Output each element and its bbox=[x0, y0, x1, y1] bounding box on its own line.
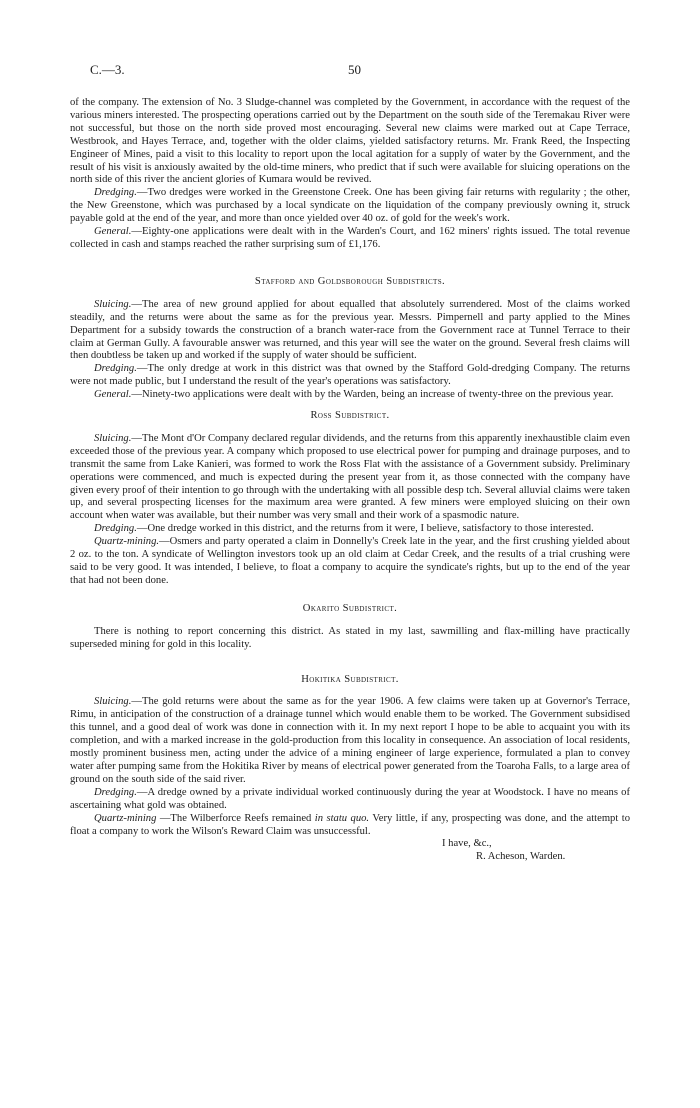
paragraph-general-wardens-court: General.—Eighty-one applications were dealt with in the Warden's Court, and 162 miners' rights issued. The total revenue collected in cash and stamps reached the rather surprising sum of £1,176. bbox=[70, 226, 630, 250]
paragraph-label: Sluicing. bbox=[94, 696, 132, 708]
signoff-salutation: I have, &c., bbox=[442, 838, 492, 850]
paragraph-company-extension: of the company. The extension of No. 3 Sludge-channel was completed by the Government, in accordance with the request of the various miners interested. The prospecting operations carried out by the Department on the south side of the Teremakau River were not successful, but those on the north side proved most encouraging. Several new claims were marked out at Cape Terrace, Westbrook, and Hayes Terrace, and, together with the older claims, yielded satisfactory returns. Mr. Frank Reed, the Inspecting Engineer of Mines, paid a visit to this locality to report upon the local agitation for a supply of water by the Government, and the result of his visit is anxiously awaited by the old-time miners, who predict that if such were available for sluicing operations on the north side of this river the ancient glories of Kumara would be revived. bbox=[70, 97, 630, 186]
signoff-block bbox=[70, 838, 630, 864]
paragraph-label: Dredging. bbox=[94, 786, 137, 798]
paragraph-general-stafford: General.—Ninety-two applications were dealt with by the Warden, being an increase of twenty-three on the previous year. bbox=[94, 389, 614, 401]
signoff-signature: R. Acheson, Warden. bbox=[476, 851, 566, 863]
section-heading-hokitika: Hokitika Subdistrict. bbox=[301, 673, 399, 685]
paragraph-okarito: There is nothing to report concerning this district. As stated in my last, sawmilling and flax-milling have practically superseded mining for gold in this locality. bbox=[70, 625, 630, 650]
section-heading-okarito: Okarito Subdistrict. bbox=[302, 602, 398, 614]
paragraph-quartz-ross: Quartz-mining.—Osmers and party operated a claim in Donnelly's Creek late in the year, and the first crushing yielded about 2 oz. to the ton. A syndicate of Wellington investors took up an old claim at Cedar Creek, and the results of a trial crushing were said to be very good. It was intended, I believe, to float a company to acquire the syndicate's rights, but up to the end of the year that had not been done. bbox=[70, 536, 630, 586]
paragraph-sluicing-ross: Sluicing.—The Mont d'Or Company declared regular dividends, and the returns from this apparently inexhaustible claim even exceeded those of the previous year. A company which proposed to use electrical power for pumping and drainage purposes, and to transmit the same from Lake Kanieri, was formed to work the Ross Flat with the assistance of a Government subsidy. Preliminary operations were commenced, and much is expected during the present year from it, as those connected with the company have given every proof of their intention to go through with the undertaking with all possible desp tch. Several alluvial claims were taken up, and several prospecting licenses for the maximum area were granted. A few miners were employed sluicing on their own account when water was available, but their number was very small and their work of a spasmodic nature. bbox=[70, 432, 630, 522]
paragraph-label: Dredging. bbox=[94, 187, 137, 199]
paragraph-dredging-ross: Dredging.—One dredge worked in this district, and the returns from it were, I believe, satisfactory to those interested. bbox=[94, 523, 594, 535]
paragraph-label: General. bbox=[94, 226, 132, 238]
paragraph-dredging-stafford: Dredging.—The only dredge at work in this district was that owned by the Stafford Gold-dredging Company. The returns were not made public, but I understand the result of the year's operations was satisfactory. bbox=[70, 363, 630, 388]
section-heading-stafford: Stafford and Goldsborough Subdistricts. bbox=[254, 275, 446, 287]
paragraph-label: Dredging. bbox=[94, 363, 137, 375]
section-heading-ross: Ross Subdistrict. bbox=[310, 410, 390, 422]
paragraph-dredging-greenstone: Dredging.—Two dredges were worked in the Greenstone Creek. One has been giving fair returns with regularity ; the other, the New Greenstone, which was purchased by a local syndicate on the liquidation of the company previously owning it, struck payable gold at the end of the year, and more than once yielded over 40 oz. of gold for the week's work. bbox=[70, 187, 630, 225]
paragraph-label: Sluicing. bbox=[94, 298, 132, 310]
paragraph-label: General. bbox=[94, 389, 132, 401]
paragraph-label: Dredging. bbox=[94, 523, 137, 535]
paragraph-sluicing-stafford: Sluicing.—The area of new ground applied for about equalled that absolutely surrendered. Most of the claims worked steadily, and the returns were about the same as for the previous year. Messrs. Pimpernell and party applied to the Mines Department for a subsidy towards the construction of a branch water-race from the Government race at Tunnel Terrace to their claim at German Gully. A favourable answer was returned, and this year will see the water on the ground. Several fresh claims will then doubtless be taken up and worked if the supply of water should be sufficient. bbox=[70, 298, 630, 362]
paragraph-sluicing-hokitika: Sluicing.—The gold returns were about the same as for the year 1906. A few claims were taken up at Governor's Terrace, Rimu, in anticipation of the construction of a drainage tunnel which would enable them to be worked. The Government subsidised this tunnel, and a good deal of work was done in connection with it. In my next report I hope to be able to acquaint you with its completion, and with a marked increase in the gold-production from this locality in consequence. An association of local residents, mostly prominent business men, acting under the advice of a mining engineer of large experience, formulated a plan to convey water after pumping same from the Hokitika River by means of electrical power generated from the Toaroha Falls, to a large area of ground on the south side of the said river. bbox=[70, 696, 630, 785]
paragraph-dredging-hokitika: Dredging.—A dredge owned by a private individual worked continuously during the year at Woodstock. I have no means of ascertaining what gold was obtained. bbox=[70, 786, 630, 811]
paragraph-quartz-hokitika: Quartz-mining —The Wilberforce Reefs remained in statu quo. Very little, if any, prospecting was done, and the attempt to float a company to work the Wilson's Reward Claim was unsuccessful. bbox=[70, 812, 630, 837]
page-header bbox=[90, 62, 620, 80]
paragraph-label: Sluicing. bbox=[94, 432, 132, 444]
page-number: 50 bbox=[348, 62, 361, 77]
paragraph-label: Quartz-mining. bbox=[94, 536, 160, 548]
document-code: C.—3. bbox=[90, 62, 125, 77]
report-body bbox=[70, 97, 630, 864]
paragraph-label: Quartz-mining bbox=[94, 812, 157, 824]
